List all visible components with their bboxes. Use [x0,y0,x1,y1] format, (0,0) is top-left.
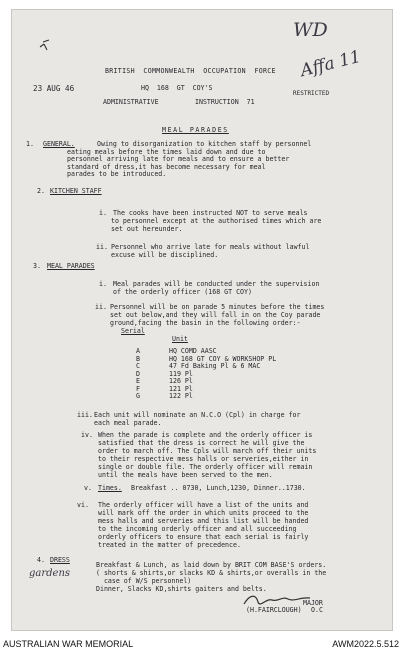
section-4-heading: DRESS [50,556,70,564]
section-3-iii-line: each meal parade. [94,419,162,427]
section-3-vi-number: vi. [77,501,89,509]
handwritten-annotation-wd: WD [293,19,328,41]
section-2-number: 2. [37,187,45,195]
section-3-iv-line: single or double file. The orderly officer will remain [98,463,313,471]
document-page [11,9,393,631]
section-2-i-line: set out hereunder. [111,225,183,233]
section-3-vi-line: orderly officers to ensure that each serial is fairly [98,533,309,541]
section-3-v-number: v. [84,484,92,492]
handwritten-annotation-affa: Affa 11 [298,46,364,82]
signatory-rank: MAJOR [303,599,323,607]
footer-institution: AUSTRALIAN WAR MEMORIAL [3,639,134,649]
table-row-serial: D [136,369,140,378]
section-3-number: 3. [33,262,41,270]
table-row-unit: 47 Fd Baking Pl & 6 MAC [169,362,261,370]
section-3-iv-line: to their respective mess halls or serveries,either in [98,455,309,463]
pen-tick-mark [38,38,52,52]
table-row-serial: F [136,384,140,393]
meal-times: Breakfast .. 0730, Lunch,1230, Dinner..1730. [123,484,306,492]
section-2-i-number: i. [99,209,107,217]
section-2-ii-line: Personnel who arrive late for meals without lawful [111,243,310,251]
section-2-ii-line: excuse will be disciplined. [111,251,219,259]
section-3-vi-line: to the incoming orderly officer and all succeeding [98,525,297,533]
section-3-i-line: of the orderly officer (168 GT COY) [113,288,252,296]
section-3-ii-number: ii. [95,303,107,311]
table-row-unit: 121 Pl [169,384,193,393]
footer-accession-number: AWM2022.5.512 [332,639,399,649]
table-row-unit: 119 Pl [169,369,193,378]
section-1-heading: GENERAL. [43,140,75,148]
handwritten-margin-note: gardens [29,568,71,579]
document-date-stamp: 23 AUG 46 [33,84,75,93]
section-3-ii-line: ground,facing the basin in the following order:- [110,319,301,327]
section-3-iv-line: When the parade is complete and the orderly officer is [98,431,313,439]
section-3-i-line: Meal parades will be conducted under the supervision [113,280,320,288]
serial-column-header: Serial [121,326,145,335]
header-unit: HQ 168 GT COY'S [141,84,213,92]
section-3-vi-line: treated in the matter of precedence. [98,541,241,549]
archive-footer [0,631,402,653]
section-3-heading: MEAL PARADES [47,262,95,270]
table-row-serial: E [136,377,140,385]
table-row-serial: B [136,354,140,363]
section-2-i-line: The cooks have been instructed NOT to serve meals [113,209,308,217]
section-1-line: standard of dress,it has become necessary for meal [67,162,266,171]
section-2-ii-number: ii. [96,243,108,251]
section-3-iii-number: iii. [77,411,93,419]
table-row-unit: 126 Pl [169,377,193,385]
signatory-name: (H.FAIRCLOUGH) [246,606,302,614]
section-4-line: case of W/S personnel) [96,577,192,585]
section-4-number: 4. [37,556,45,564]
section-4-line: Dinner, Slacks KD,shirts gaiters and belts. [96,585,267,593]
section-3-iii-line: Each unit will nominate an N.C.O (Cpl) in charge for [94,411,301,419]
section-1-line: eating meals before the times laid down and due to [67,147,266,156]
table-row-serial: A [136,347,140,355]
table-row-serial: G [136,392,140,400]
section-2-heading: KITCHEN STAFF [50,187,102,195]
header-instruction-number: INSTRUCTION 71 [195,98,255,106]
classification-stamp: RESTRICTED [293,90,330,97]
unit-column-header: Unit [172,334,188,343]
section-4-line: Breakfast & Lunch, as laid down by BRIT COM BASE'S orders. [96,561,327,569]
section-1-line: parades to be introduced. [67,170,167,178]
header-organisation: BRITISH COMMONWEALTH OCCUPATION FORCE [105,67,276,75]
section-3-i-number: i. [99,280,107,288]
table-row-unit: HQ 168 GT COY & WORKSHOP PL [169,354,277,363]
document-title: MEAL PARADES [162,126,229,134]
section-3-iv-line: until the meals have been served to the men. [98,471,273,479]
section-3-iv-line: satisfied that the dress is correct he will give the [98,439,305,447]
section-3-vi-line: mess halls and serveries and this list will be handed [98,517,309,525]
section-3-iv-number: iv. [81,431,93,439]
signatory-appointment: O.C [311,606,323,614]
section-1-line: personnel arriving late for meals and to ensure a better [67,155,290,163]
section-1-line: Owing to disorganization to kitchen staff by personnel [97,140,312,148]
header-admin: ADMINISTRATIVE [103,98,159,106]
section-1-number: 1. [26,140,34,148]
section-3-vi-line: The orderly officer will have a list of the units and [98,501,309,509]
section-2-i-line: to personnel except at the authorised times which are [111,217,322,225]
section-3-vi-line: will mark off the order in which units proceed to the [98,509,309,517]
section-3-ii-line: Personnel will be on parade 5 minutes before the times [110,303,325,311]
table-row-unit: 122 Pl [169,392,193,400]
section-3-ii-line: set out below,and they will fall in on the Coy parade [110,311,321,319]
times-label: Times. [98,484,122,492]
section-3-iv-line: order to march off. The Cpls will march off their units [98,447,317,455]
table-row-unit: HQ COMD AASC [169,347,217,355]
table-row-serial: C [136,362,140,370]
section-4-line: ( shorts & shirts,or slacks KD & shirts,or overalls in the [96,569,327,577]
